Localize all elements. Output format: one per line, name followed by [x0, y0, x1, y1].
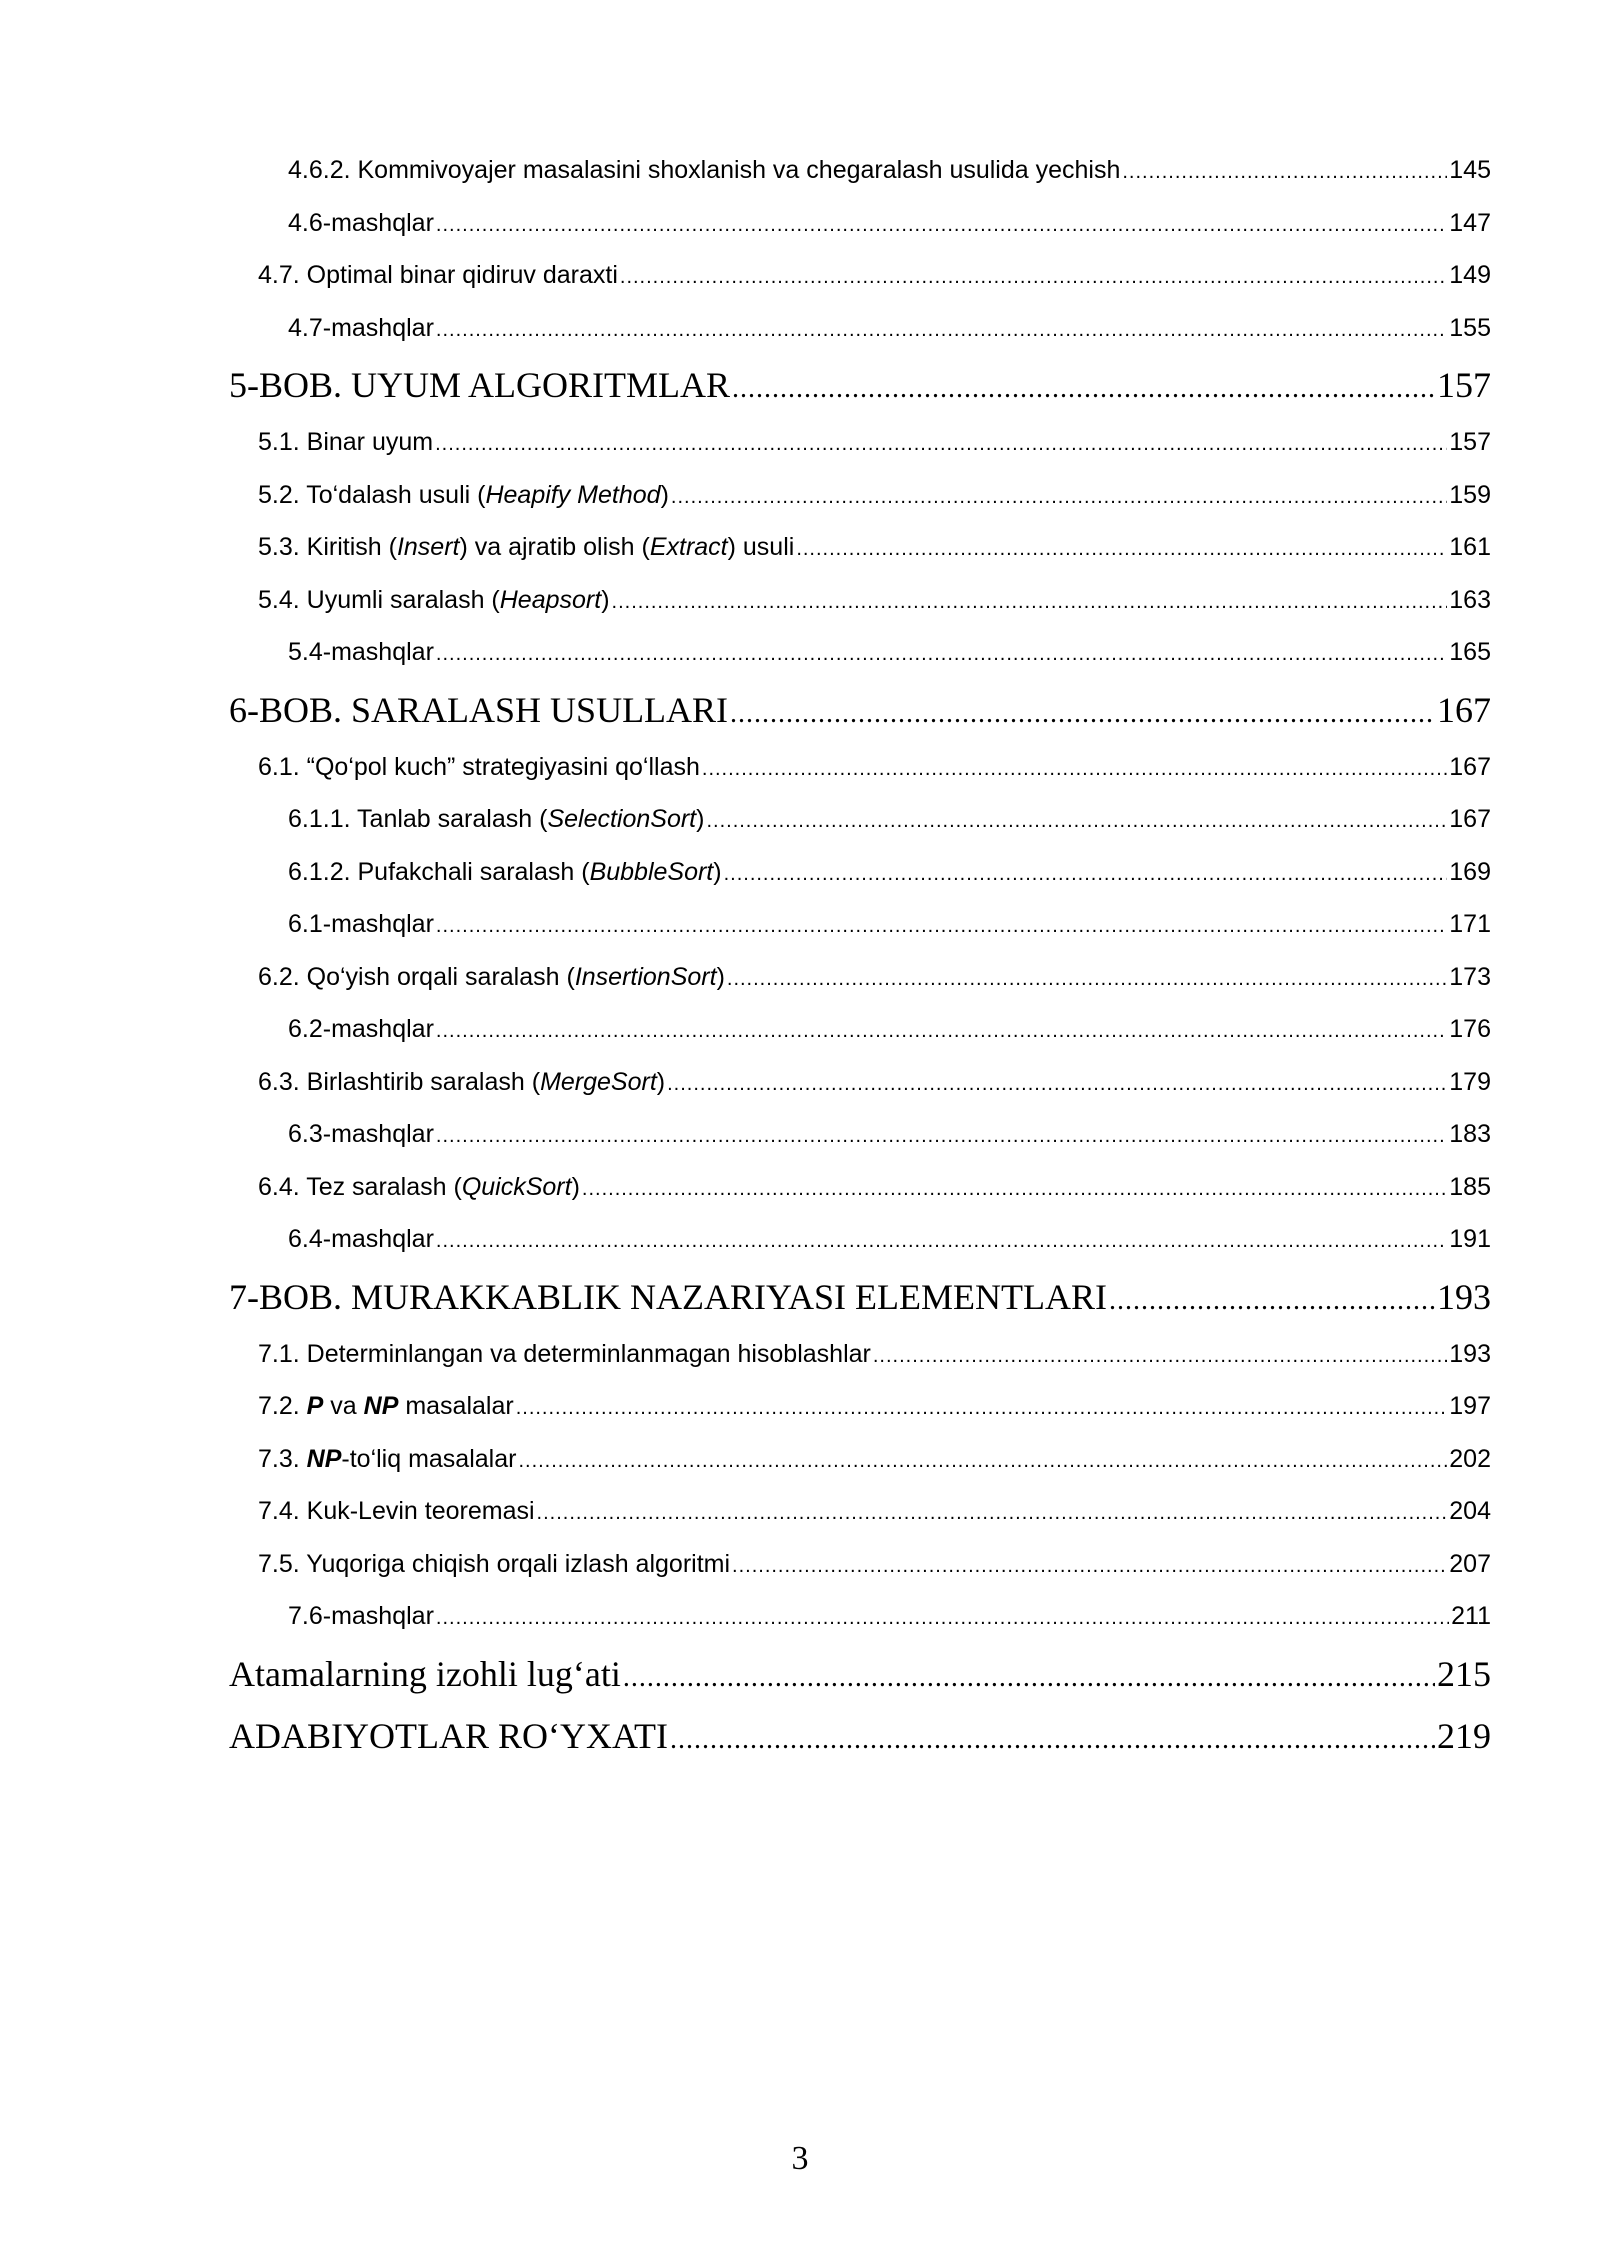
dot-leader — [724, 848, 1448, 901]
toc-entry-6-2[interactable] — [229, 951, 1491, 1004]
toc-glossary[interactable] — [229, 1643, 1491, 1705]
toc-entry-4-6-mashqlar[interactable] — [229, 197, 1491, 250]
dot-leader — [612, 576, 1448, 629]
toc-entry-page: 185 — [1449, 1172, 1491, 1201]
toc-entry-page: 161 — [1449, 533, 1491, 561]
toc-entry-6-1[interactable] — [229, 741, 1491, 794]
toc-entry-7-6-mashqlar[interactable] — [229, 1590, 1491, 1643]
toc-entry-label: 6.4-mashqlar — [288, 1225, 434, 1253]
toc-entry-7-5[interactable] — [229, 1538, 1491, 1591]
toc-entry-6-1-1[interactable] — [229, 793, 1491, 846]
dot-leader — [732, 1540, 1447, 1593]
toc-entry-label: 7.4. Kuk-Levin teoremasi — [258, 1497, 535, 1525]
toc-entry-label: 7.6-mashqlar — [288, 1602, 434, 1630]
toc-entry-6-2-mashqlar[interactable] — [229, 1003, 1491, 1056]
dot-leader — [1122, 146, 1447, 199]
toc-entry-label: 4.7. Optimal binar qidiruv daraxti — [258, 261, 618, 289]
toc-entry-page: 179 — [1449, 1067, 1491, 1096]
toc-entry-label: 6.1.1. Tanlab saralash (SelectionSort) — [288, 805, 705, 833]
page-number: 3 — [791, 2140, 809, 2177]
toc-entry-page: 169 — [1449, 857, 1491, 886]
dot-leader — [516, 1382, 1448, 1435]
toc-entry-label: 5.2. To‘dalash usuli (Heapify Method) — [258, 480, 669, 509]
toc-chapter-label: 6-BOB. SARALASH USULLARI — [229, 689, 729, 730]
toc-chapter-page: 167 — [1437, 689, 1491, 730]
dot-leader — [436, 628, 1447, 681]
dot-leader — [582, 1163, 1447, 1216]
toc-entry-page: 157 — [1449, 428, 1491, 456]
toc-entry-6-3[interactable] — [229, 1056, 1491, 1109]
table-of-contents — [229, 144, 1491, 1767]
toc-entry-page: 193 — [1449, 1339, 1491, 1368]
toc-entry-label: 5.4. Uyumli saralash (Heapsort) — [258, 585, 610, 614]
toc-entry-label: 7.5. Yuqoriga chiqish orqali izlash algoritmi — [258, 1549, 731, 1578]
toc-entry-4-7-mashqlar[interactable] — [229, 302, 1491, 355]
toc-entry-6-4[interactable] — [229, 1161, 1491, 1214]
toc-chapter-label: 7-BOB. MURAKKABLIK NAZARIYASI ELEMENTLARI — [229, 1276, 1107, 1317]
toc-entry-7-3[interactable] — [229, 1433, 1491, 1486]
toc-entry-7-1[interactable] — [229, 1328, 1491, 1381]
toc-entry-label: 5.1. Binar uyum — [258, 428, 434, 456]
dot-leader — [436, 1005, 1447, 1058]
toc-entry-5-3[interactable] — [229, 521, 1491, 574]
toc-chapter-5[interactable] — [229, 354, 1491, 416]
dot-leader — [1109, 1270, 1435, 1332]
toc-entry-page: 163 — [1449, 585, 1491, 614]
toc-backmatter-page: 215 — [1437, 1653, 1491, 1694]
toc-entry-7-4[interactable] — [229, 1485, 1491, 1538]
toc-entry-page: 159 — [1449, 480, 1491, 509]
toc-entry-page: 167 — [1449, 805, 1491, 833]
toc-entry-page: 211 — [1451, 1602, 1491, 1630]
toc-backmatter-page: 219 — [1437, 1715, 1491, 1756]
dot-leader — [702, 743, 1447, 796]
toc-entry-label: 6.1-mashqlar — [288, 910, 434, 938]
toc-entry-5-4[interactable] — [229, 574, 1491, 627]
toc-entry-label: 5.3. Kiritish (Insert) va ajratib olish (Extract) usuli — [258, 533, 795, 561]
toc-entry-6-1-2[interactable] — [229, 846, 1491, 899]
toc-entry-5-2[interactable] — [229, 469, 1491, 522]
toc-entry-6-4-mashqlar[interactable] — [229, 1213, 1491, 1266]
dot-leader — [671, 471, 1447, 524]
dot-leader — [732, 358, 1435, 420]
dot-leader — [796, 523, 1447, 576]
toc-entry-label: 6.1.2. Pufakchali saralash (BubbleSort) — [288, 857, 722, 886]
toc-bibliography[interactable] — [229, 1705, 1491, 1767]
toc-entry-label: 5.4-mashqlar — [288, 638, 434, 666]
toc-entry-page: 145 — [1449, 156, 1491, 184]
toc-chapter-6[interactable] — [229, 679, 1491, 741]
toc-entry-4-7[interactable] — [229, 249, 1491, 302]
toc-entry-label: 6.1. “Qo‘pol kuch” strategiyasini qo‘llash — [258, 752, 700, 781]
dot-leader — [667, 1058, 1447, 1111]
toc-entry-5-4-mashqlar[interactable] — [229, 626, 1491, 679]
dot-leader — [436, 1592, 1449, 1645]
toc-entry-label: 7.1. Determinlangan va determinlanmagan hisoblashlar — [258, 1339, 871, 1368]
dot-leader — [623, 1647, 1435, 1709]
dot-leader — [435, 418, 1447, 471]
toc-entry-page: 204 — [1449, 1497, 1491, 1525]
toc-entry-label: 7.3. NP-to‘liq masalalar — [258, 1444, 517, 1473]
dot-leader — [706, 795, 1447, 848]
toc-entry-page: 149 — [1449, 261, 1491, 289]
toc-entry-page: 165 — [1449, 638, 1491, 666]
dot-leader — [518, 1435, 1447, 1488]
toc-entry-page: 167 — [1449, 752, 1491, 781]
toc-entry-4-6-2[interactable] — [229, 144, 1491, 197]
dot-leader — [730, 683, 1435, 745]
toc-entry-label: 6.3. Birlashtirib saralash (MergeSort) — [258, 1067, 666, 1096]
toc-entry-6-3-mashqlar[interactable] — [229, 1108, 1491, 1161]
dot-leader — [436, 304, 1447, 357]
toc-entry-6-1-mashqlar[interactable] — [229, 898, 1491, 951]
toc-entry-label: 6.3-mashqlar — [288, 1120, 434, 1148]
dot-leader — [436, 900, 1447, 953]
toc-entry-page: 197 — [1449, 1392, 1491, 1420]
toc-chapter-page: 193 — [1437, 1276, 1491, 1317]
dot-leader — [436, 1215, 1447, 1268]
toc-entry-page: 171 — [1449, 910, 1491, 938]
toc-entry-page: 207 — [1449, 1549, 1491, 1578]
toc-backmatter-label: ADABIYOTLAR RO‘YXATI — [229, 1715, 668, 1756]
toc-entry-label: 6.2-mashqlar — [288, 1015, 434, 1043]
dot-leader — [873, 1330, 1447, 1383]
toc-backmatter-label: Atamalarning izohli lug‘ati — [229, 1653, 621, 1694]
dot-leader — [436, 1110, 1447, 1163]
toc-chapter-label: 5-BOB. UYUM ALGORITMLAR — [229, 365, 731, 405]
toc-entry-5-1[interactable] — [229, 416, 1491, 469]
toc-entry-page: 202 — [1449, 1444, 1491, 1473]
toc-entry-label: 6.2. Qo‘yish orqali saralash (InsertionSort) — [258, 962, 725, 991]
toc-entry-page: 191 — [1449, 1225, 1491, 1253]
toc-entry-label: 6.4. Tez saralash (QuickSort) — [258, 1172, 580, 1201]
toc-entry-page: 155 — [1449, 313, 1491, 342]
toc-chapter-page: 157 — [1437, 365, 1491, 405]
dot-leader — [727, 953, 1447, 1006]
toc-chapter-7[interactable] — [229, 1266, 1491, 1328]
toc-entry-7-2[interactable] — [229, 1380, 1491, 1433]
dot-leader — [670, 1709, 1435, 1771]
dot-leader — [620, 251, 1447, 304]
toc-entry-page: 173 — [1449, 962, 1491, 991]
dot-leader — [537, 1487, 1448, 1540]
toc-entry-label: 7.2. P va NP masalalar — [258, 1392, 514, 1420]
toc-entry-page: 147 — [1449, 208, 1491, 237]
toc-entry-label: 4.7-mashqlar — [288, 313, 434, 342]
dot-leader — [436, 199, 1447, 252]
toc-entry-page: 183 — [1449, 1120, 1491, 1148]
toc-entry-label: 4.6-mashqlar — [288, 208, 434, 237]
toc-entry-page: 176 — [1449, 1015, 1491, 1043]
toc-entry-label: 4.6.2. Kommivoyajer masalasini shoxlanish va chegaralash usulida yechish — [288, 156, 1121, 184]
